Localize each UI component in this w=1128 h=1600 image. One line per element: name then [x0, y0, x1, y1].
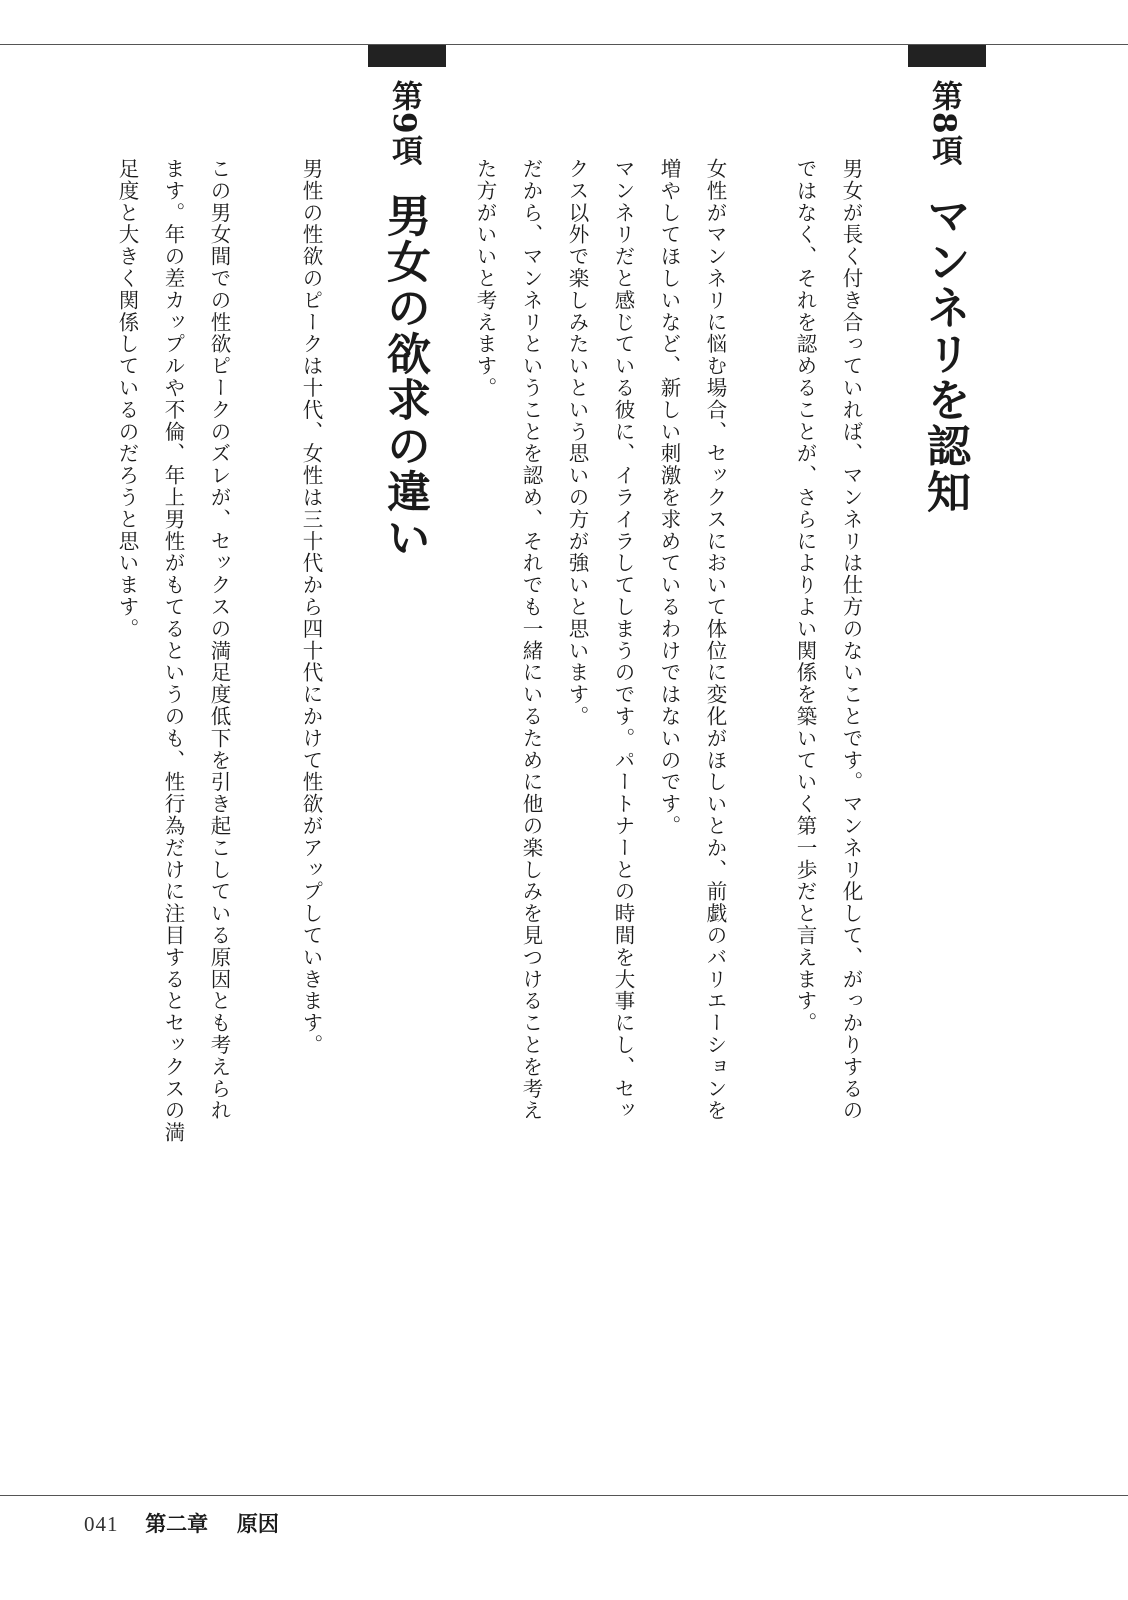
page-number: 041 [84, 1512, 119, 1536]
text-line: 男女が長く付き合っていれば、マンネリは仕方のないことです。マンネリ化して、がっかりするの [839, 158, 863, 1122]
section-9-heading [379, 80, 430, 561]
text-line: マンネリだと感じている彼に、イライラしてしまうのです。パートナーとの時間を大事にし、セッ [611, 158, 635, 1122]
section-9-paragraph-2 [104, 158, 242, 1298]
text-line: ではなく、それを認めることが、さらによりよい関係を築いていく第一歩だと言えます。 [793, 158, 817, 1034]
section-title: 男女の欲求の違い [379, 192, 430, 561]
text-line: 女性がマンネリに悩む場合、セックスにおいて体位に変化がほしいとか、前戯のバリエーションを [703, 158, 727, 1122]
section-title: マンネリを認知 [919, 192, 970, 515]
section-8-paragraph-1 [782, 158, 874, 1298]
text-line: 足度と大きく関係しているのだろうと思います。 [115, 158, 139, 640]
chapter-name: 原因 [236, 1512, 279, 1536]
text-line: だから、マンネリということを認め、それでも一緒にいるために他の楽しみを見つけることを考え [519, 158, 543, 1122]
text-line: 増やしてほしいなど、新しい刺激を求めているわけではないのです。 [657, 158, 681, 837]
text-line: クス以外で楽しみたいという思いの方が強いと思います。 [565, 158, 589, 728]
section-number: 第8項 [926, 80, 962, 167]
text-line: ます。年の差カップルや不倫、年上男性がもてるというのも、性行為だけに注目するとセックスの満 [161, 158, 185, 1144]
bottom-rule [0, 1495, 1128, 1496]
section-tab-marker [908, 45, 986, 67]
section-tab-marker [368, 45, 446, 67]
text-line: この男女間での性欲ピークのズレが、セックスの満足度低下を引き起こしている原因とも考えられ [207, 158, 231, 1122]
section-number: 第9項 [386, 80, 422, 167]
text-line: 男性の性欲のピークは十代、女性は三十代から四十代にかけて性欲がアップしていきます。 [299, 158, 323, 1056]
section-8-heading [919, 80, 970, 540]
page-footer [84, 1508, 279, 1538]
section-8-paragraph-2 [462, 158, 738, 1298]
chapter-label: 第二章 [145, 1512, 209, 1536]
section-9-paragraph-1 [288, 158, 334, 1298]
text-line: た方がいいと考えます。 [473, 158, 497, 399]
